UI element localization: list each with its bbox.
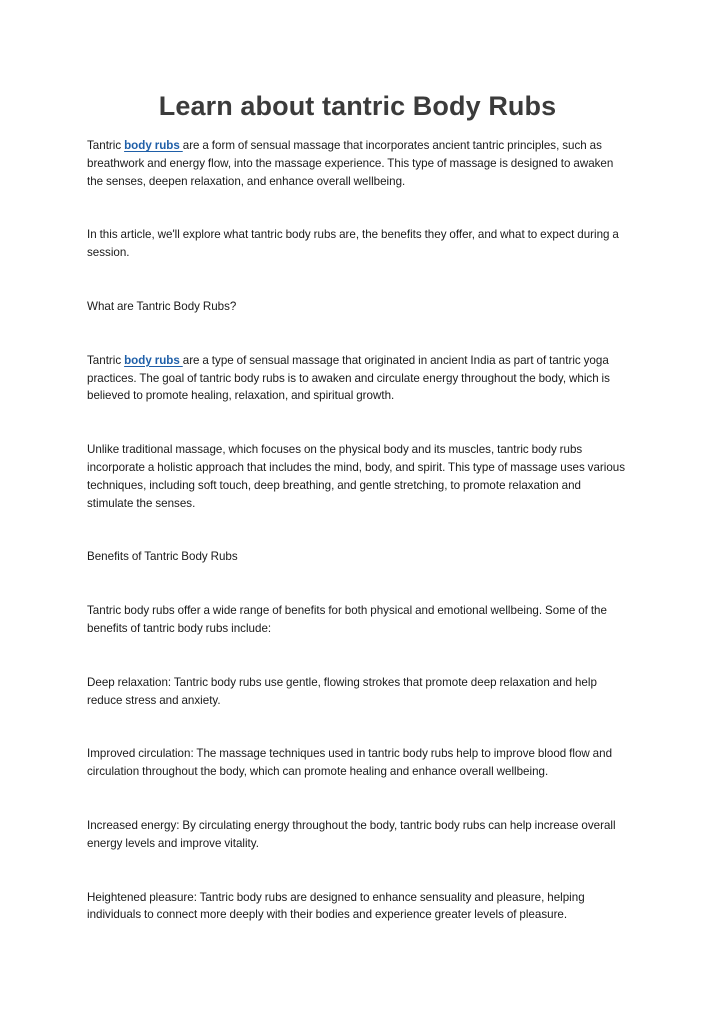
benefits-intro-paragraph: Tantric body rubs offer a wide range of benefits for both physical and emotional wellbeing. Some of the benefits of tantric body rubs include: [87,604,607,635]
body-rubs-link[interactable]: body rubs [124,139,183,152]
what-paragraph [87,352,628,405]
body-rubs-link-2[interactable]: body rubs [124,353,183,367]
section-heading-what: What are Tantric Body Rubs? [87,299,237,313]
benefit-item: Increased energy: By circulating energy throughout the body, tantric body rubs can help increase overall energy levels and improve vitality. [87,818,616,850]
article-paragraph: In this article, we'll explore what tantric body rubs are, the benefits they offer, and what to expect during a session. [87,228,619,260]
benefit-item: Improved circulation: The massage techniques used in tantric body rubs help to improve blood flow and circulation throughout the body, which can promote healing and enhance overall wellbeing. [87,747,613,779]
section-heading-benefits: Benefits of Tantric Body Rubs [87,550,238,564]
intro-lead: Tantric [87,139,125,152]
benefit-item: Deep relaxation: Tantric body rubs use gentle, flowing strokes that promote deep relaxation and help reduce stress and anxiety. [87,675,597,707]
what-rest: are a type of sensual massage that originated in ancient India as part of tantric yoga practices. The goal of tantric body rubs is to awaken and circulate energy throughout the body, which is believed to promote healing, relaxation, and spiritual growth. [87,353,610,403]
intro-paragraph [87,137,628,190]
unlike-paragraph: Unlike traditional massage, which focuses on the physical body and its muscles, tantric body rubs incorporate a holistic approach that includes the mind, body, and spirit. This type of massage uses various techniques, including soft touch, deep breathing, and gentle stretching, to promote relaxation and stimulate the senses. [87,443,626,510]
intro-rest: are a form of sensual massage that incorporates ancient tantric principles, such as breathwork and energy flow, into the massage experience. This type of massage is designed to awaken the senses, deepen relaxation, and enhance overall wellbeing. [87,139,614,188]
page-title: Learn about tantric Body Rubs [158,91,557,121]
benefit-item: Heightened pleasure: Tantric body rubs are designed to enhance sensuality and pleasure, helping individuals to connect more deeply with their bodies and experience greater levels of pleasure. [87,890,585,922]
what-lead: Tantric [87,353,125,367]
